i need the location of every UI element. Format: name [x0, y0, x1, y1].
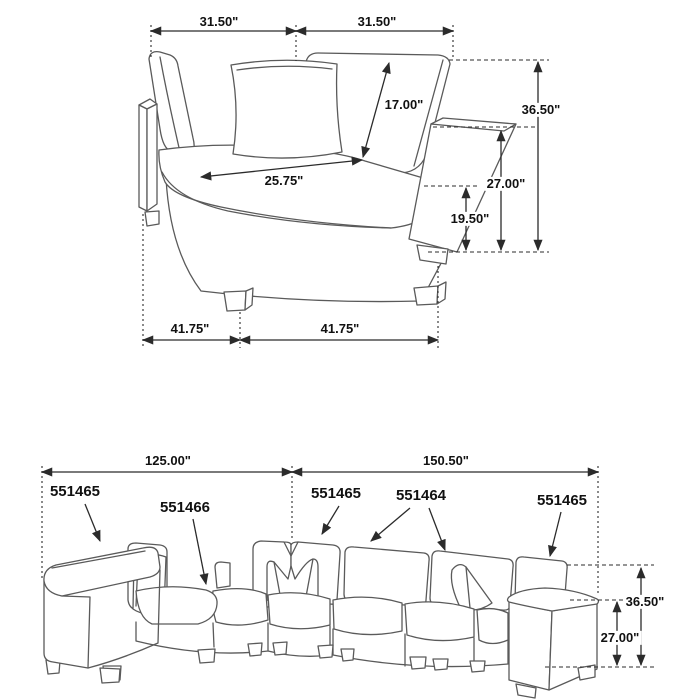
seat-cushion — [405, 602, 474, 641]
dim-seat-depth-diagonal: 25.75" — [264, 172, 304, 188]
dim-back-cushion-diagonal: 17.00" — [384, 96, 424, 112]
dim-seat-height: 19.50" — [450, 210, 490, 226]
sku-label-left-arm: 551465 — [49, 482, 101, 500]
chair-left-arm — [139, 99, 159, 226]
dim-total-height: 36.50" — [521, 101, 561, 117]
dim-top-right-width: 31.50" — [357, 13, 397, 29]
sku-label-middle-armless: 551464 — [395, 486, 447, 504]
corner-chair-drawing — [139, 52, 516, 311]
seat-cushion — [477, 609, 508, 644]
sku-label-left-armless: 551466 — [159, 498, 211, 516]
dim-bottom-left-width: 41.75" — [170, 320, 210, 336]
dim-left-wing-width: 125.00" — [145, 452, 191, 468]
dim-sectional-arm-height: 27.00" — [600, 629, 640, 645]
sku-label-corner: 551465 — [310, 484, 362, 502]
seat-cushion — [212, 589, 268, 625]
dim-bottom-right-width: 41.75" — [320, 320, 360, 336]
dim-arm-height: 27.00" — [486, 175, 526, 191]
seat-cushion — [268, 593, 330, 629]
seat-cushion — [136, 587, 217, 624]
seat-cushion — [333, 597, 402, 634]
dim-right-wing-width: 150.50" — [423, 452, 469, 468]
chair-back-pillow — [231, 60, 342, 158]
sectional-right-arm — [508, 588, 599, 698]
sectional-drawing — [44, 541, 599, 698]
sku-label-right-arm: 551465 — [536, 491, 588, 509]
dim-top-left-width: 31.50" — [199, 13, 239, 29]
dim-sectional-total-height: 36.50" — [625, 593, 665, 609]
